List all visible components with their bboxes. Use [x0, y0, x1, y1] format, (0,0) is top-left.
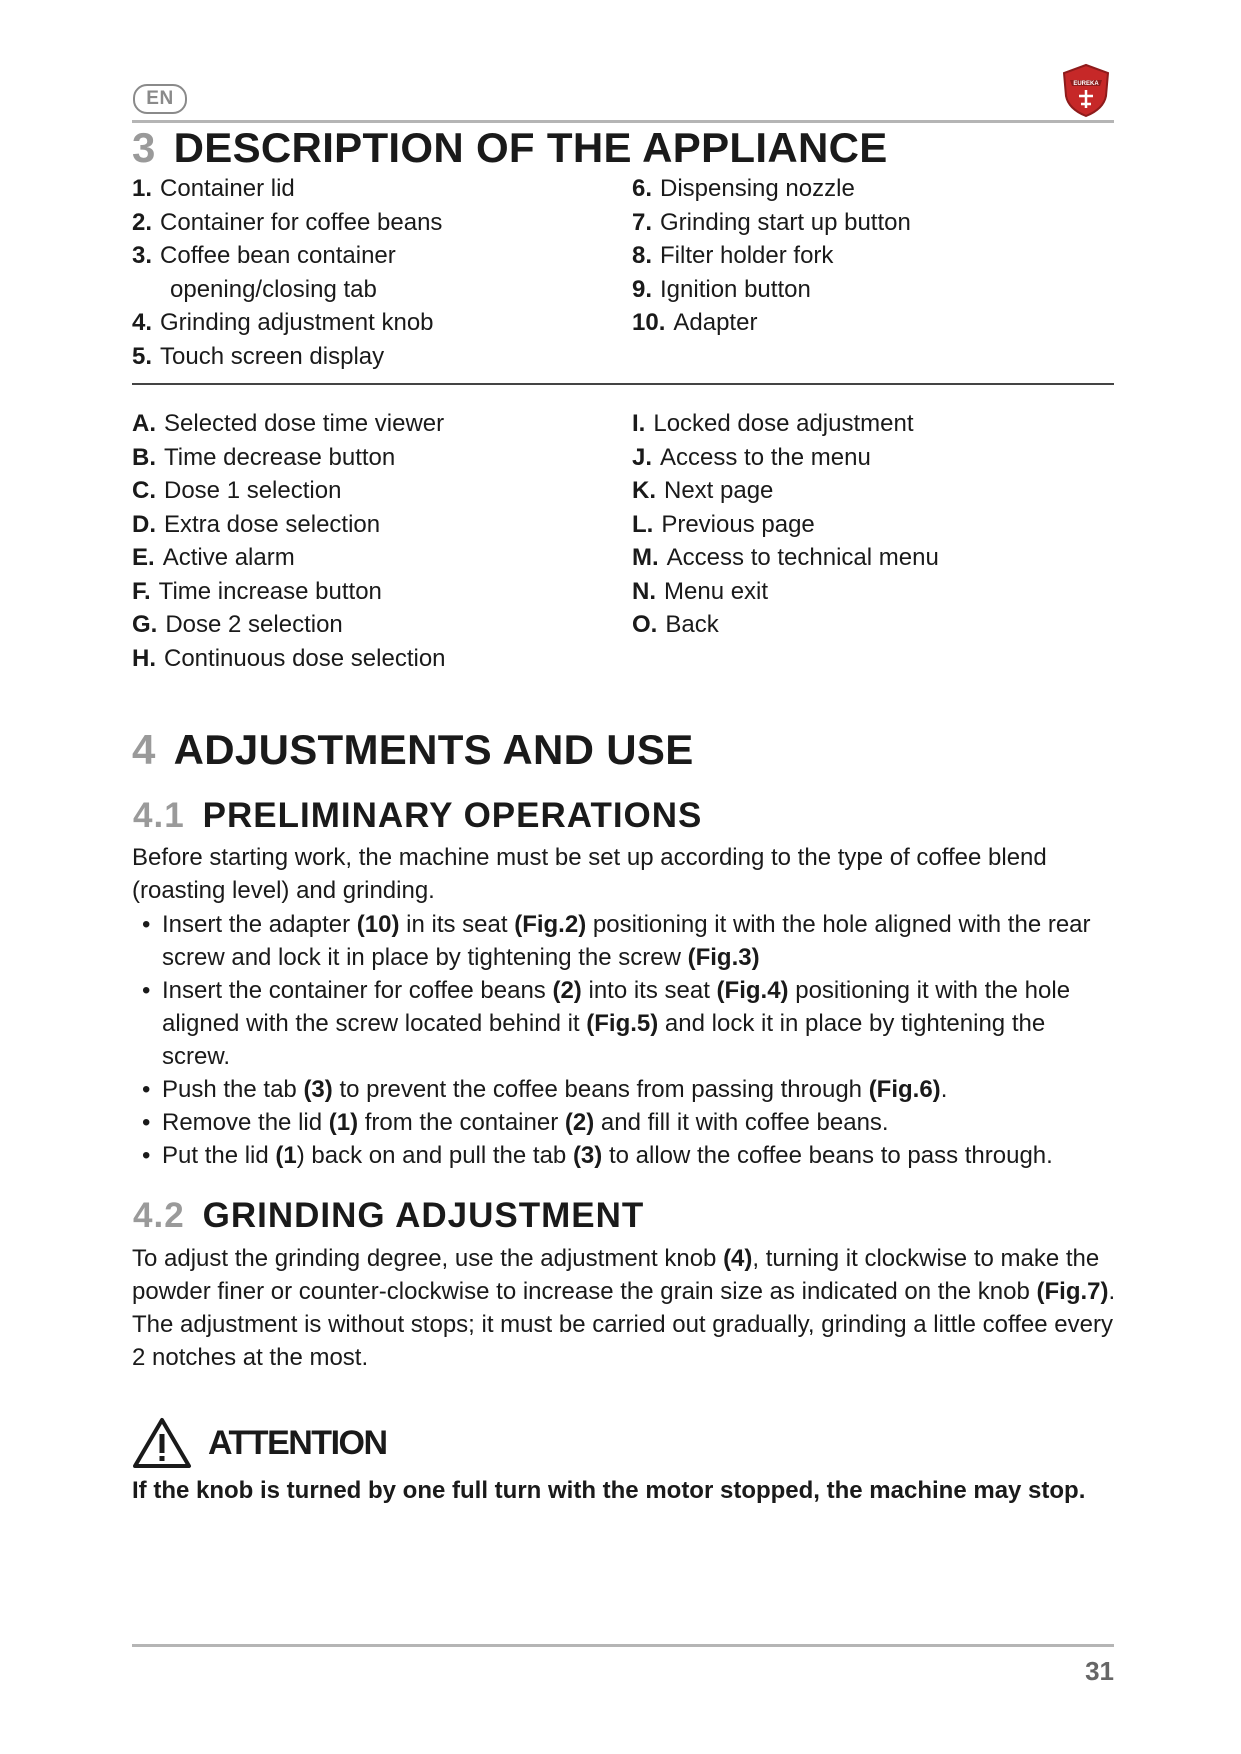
language-badge: EN — [133, 84, 187, 114]
parts-list-left — [132, 172, 442, 373]
list-item: 9. Ignition button — [632, 275, 811, 303]
list-item: M. Access to technical menu — [632, 544, 939, 571]
section-title: ADJUSTMENTS AND USE — [173, 726, 694, 773]
list-item: 7. Grinding start up button — [632, 208, 911, 236]
list-item: 1. Container lid — [132, 175, 295, 202]
svg-text:EUREKA: EUREKA — [1073, 81, 1099, 87]
list-item: K. Next page — [632, 477, 774, 504]
section-number: 4 — [132, 726, 156, 773]
footer-divider — [132, 1644, 1114, 1647]
attention-text: If the knob is turned by one full turn with the motor stopped, the machine may stop. — [132, 1477, 1086, 1504]
list-item: G. Dose 2 selection — [132, 611, 343, 638]
section-3-heading — [132, 124, 888, 172]
section-4-heading — [132, 726, 694, 774]
list-item: F. Time increase button — [132, 577, 382, 605]
warning-triangle-icon — [132, 1416, 192, 1470]
list-item: 6. Dispensing nozzle — [632, 175, 855, 202]
list-item: J. Access to the menu — [632, 443, 871, 471]
page-number: 31 — [1085, 1656, 1114, 1686]
list-item: E. Active alarm — [132, 544, 295, 571]
preliminary-steps-list — [132, 908, 1112, 1172]
brand-logo — [1058, 62, 1114, 118]
list-item: • Remove the lid (1) from the container (2) and fill it with coffee beans. — [132, 1106, 1112, 1139]
list-item: O. Back — [632, 611, 719, 638]
list-item: • Push the tab (3) to prevent the coffee beans from passing through (Fig.6). — [132, 1073, 1112, 1106]
intro-paragraph: Before starting work, the machine must be set up according to the type of coffee blend (roasting level) and grinding. — [132, 844, 1047, 904]
subsection-number: 4.2 — [133, 1196, 185, 1235]
list-item: 5. Touch screen display — [132, 342, 385, 370]
subsection-4-2-heading — [133, 1196, 644, 1236]
list-item: 10. Adapter — [632, 309, 758, 336]
list-item: C. Dose 1 selection — [132, 477, 342, 504]
parts-list-right — [632, 172, 911, 340]
list-item: • Insert the container for coffee beans (2) into its seat (Fig.4) positioning it with the hole aligned with the screw located behind it (Fig.5) and lock it in place by tightening the screw. — [132, 974, 1112, 1073]
attention-title: ATTENTION — [208, 1424, 387, 1462]
list-item: N. Menu exit — [632, 577, 769, 605]
section-divider — [132, 383, 1114, 385]
list-item: B. Time decrease button — [132, 443, 396, 471]
list-item: • Put the lid (1) back on and pull the tab (3) to allow the coffee beans to pass through. — [132, 1139, 1112, 1172]
list-item: 2. Container for coffee beans — [132, 208, 443, 236]
subsection-number: 4.1 — [133, 796, 185, 835]
header-divider — [132, 120, 1114, 123]
subsection-title: PRELIMINARY OPERATIONS — [202, 796, 703, 835]
list-item: 4. Grinding adjustment knob — [132, 309, 434, 336]
display-list-right — [632, 407, 939, 642]
section-number: 3 — [132, 124, 156, 171]
list-item: 8. Filter holder fork — [632, 242, 834, 269]
list-item: L. Previous page — [632, 510, 815, 538]
list-item: D. Extra dose selection — [132, 510, 381, 538]
subsection-4-1-heading — [133, 796, 702, 836]
list-item: 3. Coffee bean container — [132, 242, 396, 269]
list-item-continuation: opening/closing tab — [170, 275, 377, 303]
display-list-left — [132, 407, 446, 675]
grinding-paragraph: To adjust the grinding degree, use the adjustment knob (4), turning it clockwise to make the powder finer or counter-clockwise to increase the grain size as indicated on the knob (Fig.7). The adjustment is without stops; it must be carried out gradually, grinding a little coffee every 2 notches at the most. — [132, 1245, 1116, 1371]
list-item: I. Locked dose adjustment — [632, 410, 914, 437]
list-item: A. Selected dose time viewer — [132, 410, 445, 437]
subsection-title: GRINDING ADJUSTMENT — [202, 1196, 645, 1235]
list-item: H. Continuous dose selection — [132, 644, 446, 672]
section-title: DESCRIPTION OF THE APPLIANCE — [173, 124, 888, 171]
list-item: • Insert the adapter (10) in its seat (Fig.2) positioning it with the hole aligned with the rear screw and lock it in place by tightening the screw (Fig.3) — [132, 908, 1112, 974]
